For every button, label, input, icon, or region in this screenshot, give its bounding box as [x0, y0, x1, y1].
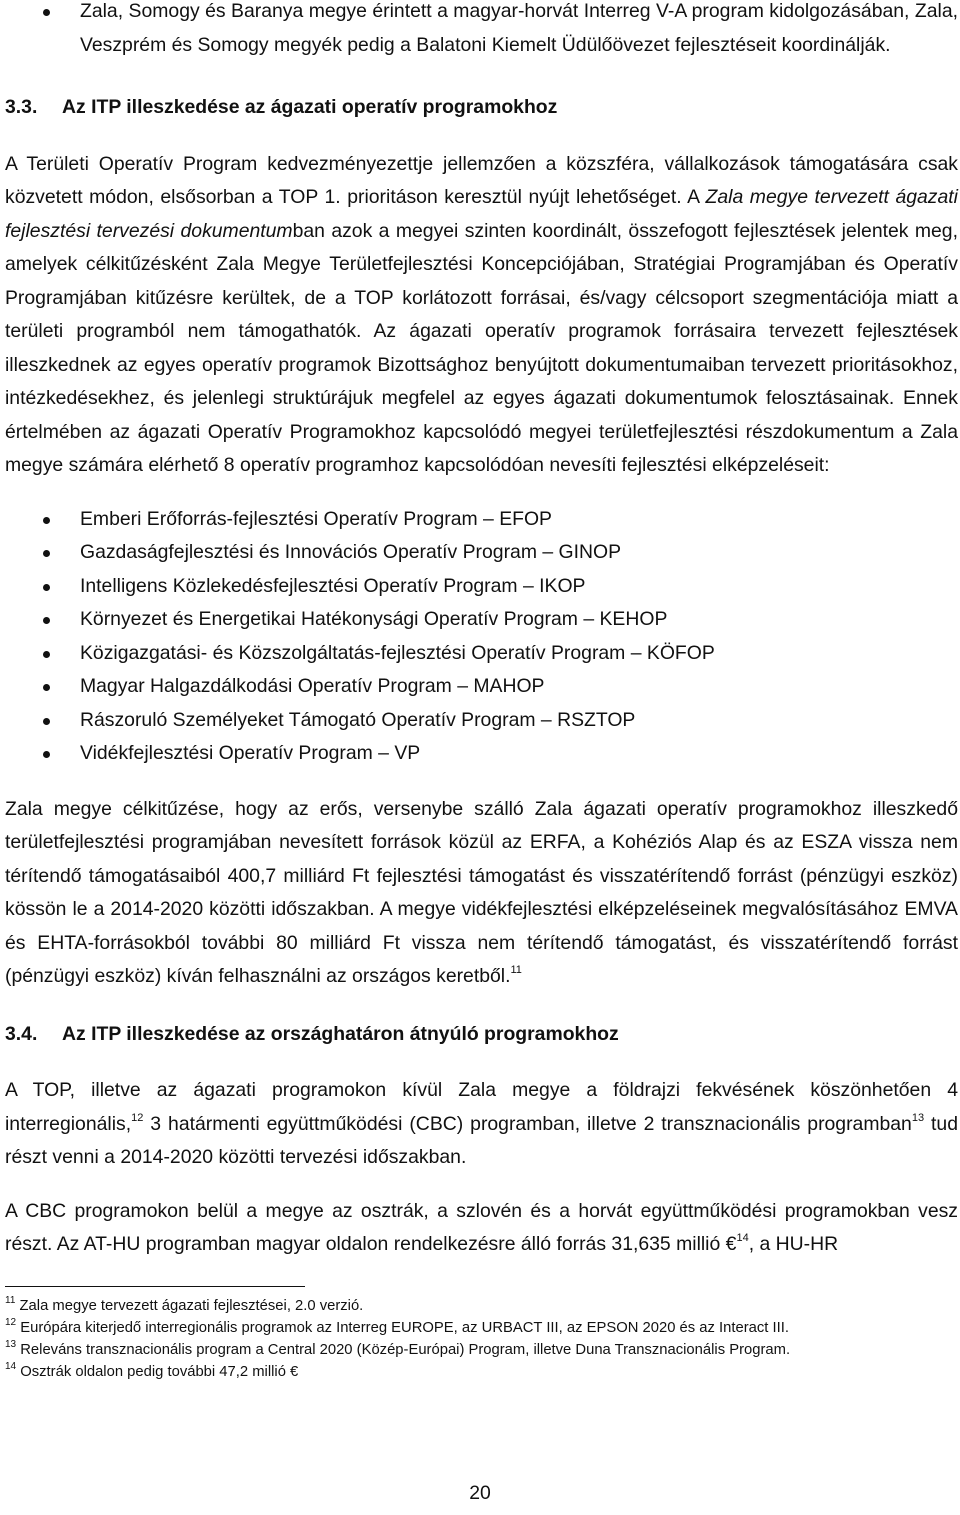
- section-number: 3.4.: [5, 1022, 38, 1045]
- bullet-icon: [43, 584, 50, 591]
- paragraph: [5, 793, 960, 994]
- bullet-icon: [43, 550, 50, 557]
- footnote-ref[interactable]: 12: [131, 1111, 144, 1124]
- footnote: [5, 1317, 960, 1339]
- list-item: [5, 503, 960, 537]
- list-item-text: Környezet és Energetikai Hatékonysági Operatív Program – KEHOP: [80, 608, 668, 630]
- list-item-text: Vidékfejlesztési Operatív Program – VP: [80, 742, 421, 764]
- footnote-ref[interactable]: 14: [736, 1232, 749, 1244]
- section-title: Az ITP illeszkedése az ágazati operatív programokhoz: [62, 96, 558, 118]
- paragraph-text: ban azok a megyei szinten koordinált, összefogott fejlesztések jelentek meg, amelyek célkitűzésként Zala Megye Területfejlesztési Koncepciójában, Stratégiai Programjában és Operatív Programjában kitűzésre kerültek, de a TOP korlátozott forrásai, és/vagy célcsoport szegmentációja miatt a területi programból nem támogathatók. Az ágazati operatív programok forrásaira tervezett fejlesztések illeszkednek az egyes operatív programok Bizottsághoz benyújtott dokumentumaiban tervezett prioritásokhoz, intézkedésekhez, és jelenlegi struktúrájuk megfelel az egyes ágazati dokumentumok felosztásainak. Ennek értelmében az ágazati Operatív Programokhoz kapcsolódó megyei területfejlesztési részdokumentum a Zala megye számára elérhető 8 operatív programhoz kapcsolódóan nevesíti fejlesztési elképzeléseit:: [5, 219, 958, 476]
- footnote-text: Releváns transznacionális program a Central 2020 (Közép-Európai) Program, illetve Duna Transznacionális Program.: [20, 1341, 791, 1358]
- section-heading-3-3: [5, 91, 960, 125]
- footnote: [5, 1361, 960, 1383]
- paragraph-text: A TOP, illetve az ágazati programokon kívül Zala megye a földrajzi fekvésének köszönhetően 4 interregionális,: [5, 1079, 958, 1135]
- section-number: 3.3.: [5, 96, 38, 118]
- footnote-ref[interactable]: 13: [911, 1111, 925, 1124]
- footnote-number: 11: [5, 1294, 16, 1306]
- footnote-text: Zala megye tervezett ágazati fejlesztései, 2.0 verzió.: [19, 1297, 364, 1314]
- bullet-icon: [43, 684, 50, 691]
- bullet-icon: [43, 718, 50, 725]
- program-list: [5, 503, 960, 771]
- footnote-text: Osztrák oldalon pedig további 47,2 millió €: [20, 1363, 299, 1380]
- footnote-ref[interactable]: 11: [510, 964, 522, 976]
- paragraph-text: tud részt venni a 2014-2020 közötti tervezési időszakban.: [5, 1112, 958, 1168]
- list-item: [5, 603, 960, 637]
- paragraph: [5, 148, 960, 483]
- section-heading-3-4: [5, 1018, 960, 1052]
- footnotes: [5, 1295, 960, 1383]
- bullet-icon: [43, 517, 50, 524]
- paragraph-text: A Területi Operatív Program kedvezményezettje jellemzően a közszféra, vállalkozások támogatására csak közvetett módon, elsősorban a TOP 1. prioritáson keresztül nyújt lehetőséget. A: [5, 152, 958, 208]
- list-item-text: Zala, Somogy és Baranya megye érintett a magyar-horvát Interreg V-A program kidolgozásában, Zala, Veszprém és Somogy megyék pedig a Balatoni Kiemelt Üdülőövezet fejlesztéseit koordinálják.: [80, 0, 958, 56]
- document-title-italic: Zala megye tervezett ágazati fejlesztési tervezési dokumentum: [5, 186, 958, 242]
- bullet-icon: [43, 651, 50, 658]
- footnote: [5, 1295, 960, 1317]
- footnote: [5, 1339, 960, 1361]
- list-item-text: Gazdaságfejlesztési és Innovációs Operatív Program – GINOP: [80, 541, 622, 563]
- section-title: Az ITP illeszkedése az országhatáron átnyúló programokhoz: [62, 1022, 619, 1045]
- list-item: [5, 670, 960, 704]
- bullet-icon: [43, 751, 50, 758]
- list-item: [5, 737, 960, 771]
- list-item: [5, 637, 960, 671]
- bullet-icon: [43, 617, 50, 624]
- list-item-text: Intelligens Közlekedésfejlesztési Operatív Program – IKOP: [80, 574, 586, 597]
- paragraph-text: Zala megye célkitűzése, hogy az erős, versenybe szálló Zala ágazati operatív programokhoz illeszkedő területfejlesztési programjában nevesített források közül az ERFA, a Kohéziós Alap és az ESZA vissza nem térítendő támogatásaiból 400,7 milliárd Ft fejlesztési támogatást és visszatérítendő forrást (pénzügyi eszköz) kössön le a 2014-2020 közötti időszakban. A megye vidékfejlesztési elképzeléseinek megvalósításához EMVA és EHTA-forrásokból további 80 milliárd Ft vissza nem térítendő támogatást, és visszatérítendő forrást (pénzügyi eszköz) kíván felhasználni az országos keretből.: [5, 797, 958, 987]
- page-number: 20: [469, 1482, 491, 1504]
- list-item-text: Magyar Halgazdálkodási Operatív Program – MAHOP: [80, 675, 545, 697]
- paragraph-text: A CBC programokon belül a megye az osztrák, a szlovén és a horvát együttműködési programokban vesz részt. Az AT-HU programban magyar oldalon rendelkezésre álló forrás 31,635 millió €: [5, 1199, 958, 1255]
- footnote-text: Európára kiterjedő interregionális programok az Interreg EUROPE, az URBACT III, az EPSON 2020 és az Interact III.: [20, 1319, 789, 1336]
- bullet-icon: [43, 9, 50, 16]
- list-item-text: Közigazgatási- és Közszolgáltatás-fejlesztési Operatív Program – KÖFOP: [80, 641, 715, 664]
- list-item: [5, 704, 960, 738]
- paragraph-text: , a HU-HR: [748, 1233, 839, 1255]
- paragraph: [5, 1195, 960, 1262]
- paragraph: [5, 1074, 960, 1175]
- list-item: [5, 536, 960, 570]
- list-item-text: Emberi Erőforrás-fejlesztési Operatív Program – EFOP: [80, 507, 552, 530]
- list-item: [5, 570, 960, 604]
- paragraph-text: 3 határmenti együttműködési (CBC) programban, illetve 2 transznacionális programban: [143, 1112, 912, 1135]
- footnote-number: 12: [5, 1316, 17, 1328]
- list-item: [5, 0, 960, 62]
- footnote-number: 13: [5, 1338, 17, 1350]
- footnote-number: 14: [5, 1360, 17, 1372]
- footnote-divider: [5, 1286, 305, 1287]
- list-item-text: Rászoruló Személyeket Támogató Operatív Program – RSZTOP: [80, 708, 636, 731]
